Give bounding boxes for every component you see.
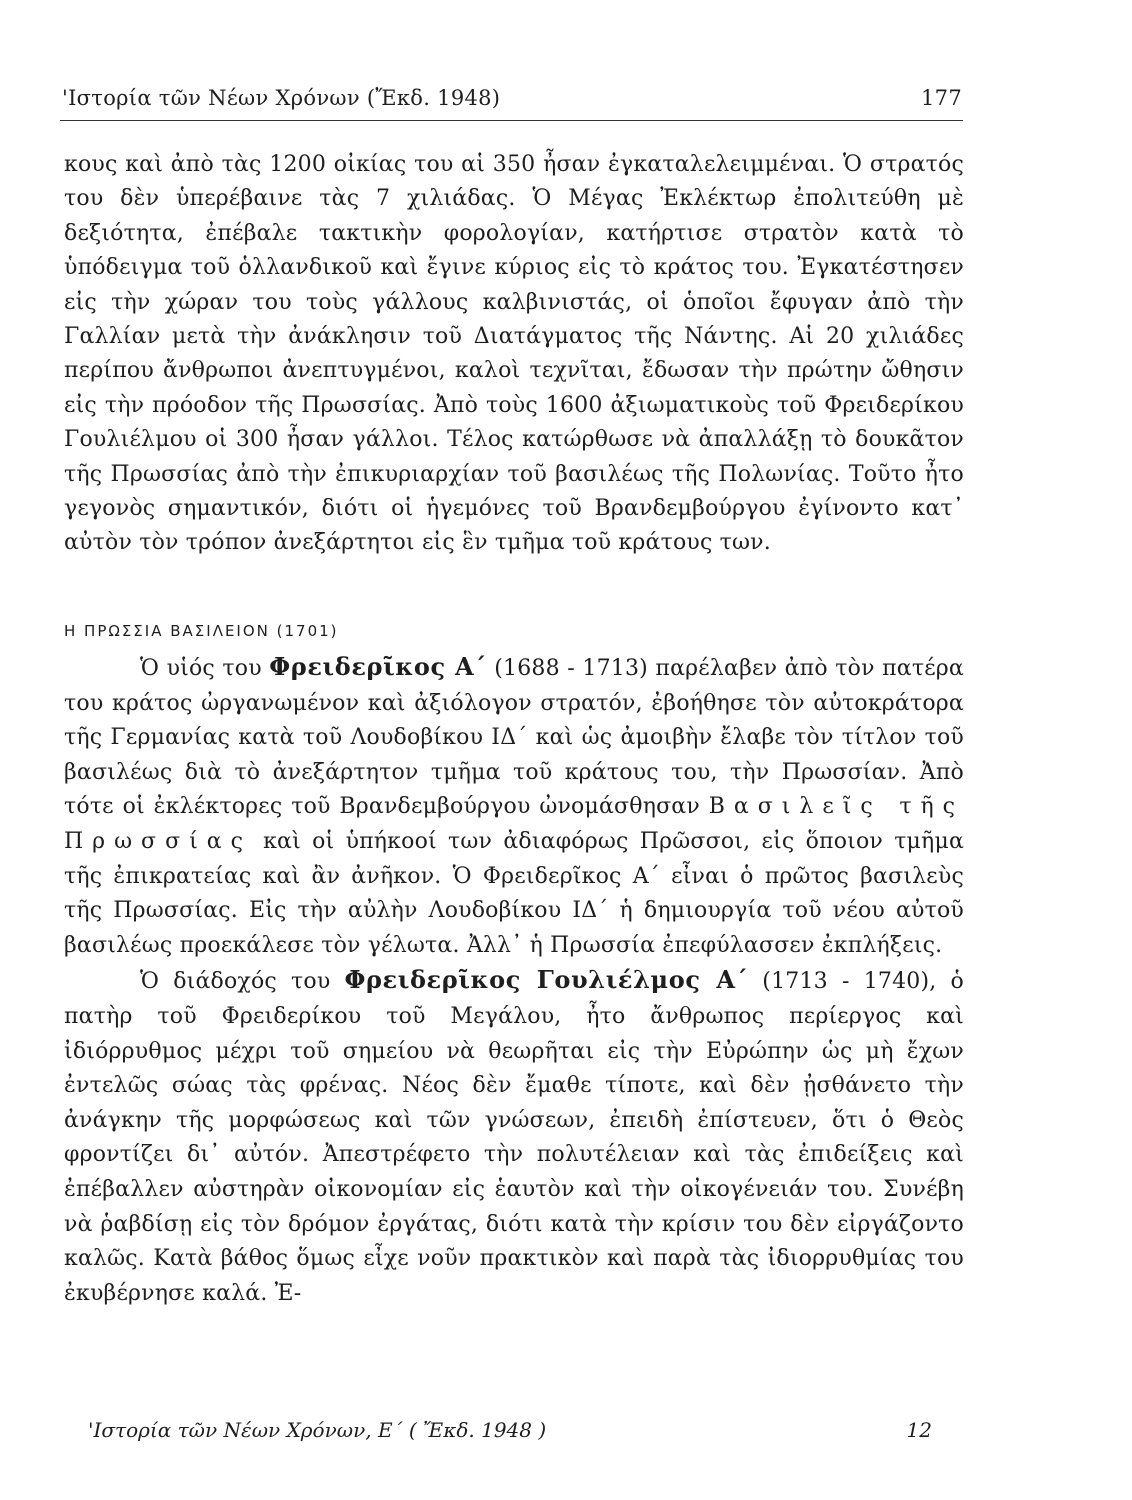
paragraph: Ὁ διάδοχός του Φρειδερῖκος Γουλιέλμος Α΄ (1713 - 1740), ὁ πατὴρ τοῦ Φρειδερίκου τοῦ Μεγάλου, ἦτο ἄνθρωπος περίεργος καὶ ἰδιόρρυθμος μέχρι τοῦ σημείου νὰ θεωρῆται εἰς τὴν Εὐρώπην ὡς μὴ ἔχων ἐντελῶς σώας τὰς φρένας. Νέος δὲν ἔμαθε τίποτε, καὶ δὲν ᾐσθάνετο τὴν ἀνάγκην τῆς μορφώσεως καὶ τῶν γνώσεων, ἐπειδὴ ἐπίστευεν, ὅτι ὁ Θεὸς φροντίζει δι᾽ αὐτόν. Ἀπεστρέφετο τὴν πολυτέλειαν καὶ τὰς ἐπιδείξεις καὶ ἐπέβαλλεν αὐστηρὰν οἰκονομίαν εἰς ἑαυτὸν καὶ τὴν οἰκογένειάν του. Συνέβη νὰ ῥαβδίσῃ εἰς τὸν δρόμον ἐργάτας, διότι κατὰ τὴν κρίσιν του δὲν εἰργάζοντο καλῶς. Κατὰ βάθος ὅμως εἶχε νοῦν πρακτικὸν καὶ παρὰ τὰς ἰδιορρυθμίας του ἐκυβέρνησε καλά. Ἐ- [64, 965, 964, 1306]
section-heading: Η ΠΡΩΣΣΙΑ ΒΑΣΙΛΕΙΟΝ (1701) [64, 622, 339, 640]
footer-signature-line [88, 1418, 932, 1442]
running-header [62, 86, 962, 110]
ruler-name: Φρειδερῖκος Γουλιέλμος Α΄ [344, 965, 749, 995]
paragraph: κους καὶ ἀπὸ τὰς 1200 οἰκίας του αἱ 350 ἦσαν ἐγκαταλελειμμέναι. Ὁ στρατός του δὲν ὑπερέβαινε τὰς 7 χιλιάδας. Ὁ Μέγας Ἐκλέκτωρ ἐπολιτεύθη μὲ δεξιότητα, ἐπέβαλε τακτικὴν φορολογίαν, κατήρτισε στρατὸν κατὰ τὸ ὑπόδειγμα τοῦ ὁλλανδικοῦ καὶ ἔγινε κύριος εἰς τὸ κράτος του. Ἐγκατέστησεν εἰς τὴν χώραν του τοὺς γάλλους καλβινιστάς, οἱ ὁποῖοι ἔφυγαν ἀπὸ τὴν Γαλλίαν μετὰ τὴν ἀνάκλησιν τοῦ Διατάγματος τῆς Νάντης. Αἱ 20 χιλιάδες περίπου ἄνθρωποι ἀνεπτυγμένοι, καλοὶ τεχνῖται, ἔδωσαν τὴν πρώτην ὤθησιν εἰς τὴν πρόοδον τῆς Πρωσσίας. Ἀπὸ τοὺς 1600 ἀξιωματικοὺς τοῦ Φρειδερίκου Γουλιέλμου οἱ 300 ἦσαν γάλλοι. Τέλος κατώρθωσε νὰ ἀπαλλάξῃ τὸ δουκᾶτον τῆς Πρωσσίας ἀπὸ τὴν ἐπικυριαρχίαν τοῦ βασιλέως τῆς Πολωνίας. Τοῦτο ἦτο γεγονὸς σημαντικόν, διότι οἱ ἡγεμόνες τοῦ Βρανδεμβούργου ἐγίνοντο κατ᾽ αὐτὸν τὸν τρόπον ἀνεξάρτητοι εἰς ἓν τμῆμα τοῦ κράτους των. [64, 152, 964, 556]
section-body [64, 650, 964, 1311]
header-rule [60, 120, 963, 121]
ruler-name: Φρειδερῖκος Α΄ [269, 652, 487, 681]
page-number: 177 [921, 86, 962, 110]
signature-number: 12 [906, 1418, 932, 1442]
header-title: 'Ιστορία τῶν Νέων Χρόνων (Ἔκδ. 1948) [62, 86, 501, 110]
footer-text: 'Ιστορία τῶν Νέων Χρόνων, Ε΄ ( Ἔκδ. 1948 ) [88, 1418, 547, 1442]
spaced-emphasis: Βασιλεῖς τῆς Πρωσσίας [64, 794, 964, 854]
paragraph: Ὁ υἱός του Φρειδερῖκος Α΄ (1688 - 1713) παρέλαβεν ἀπὸ τὸν πατέρα του κράτος ὠργανωμένον καὶ ἀξιόλογον στρατόν, ἐβοήθησε τὸν αὐτοκράτορα τῆς Γερμανίας κατὰ τοῦ Λουδοβίκου ΙΔ΄ καὶ ὡς ἀμοιβὴν ἔλαβε τὸν τίτλον τοῦ βασιλέως διὰ τὸ ἀνεξάρτητον τμῆμα τοῦ κράτους του, τὴν Πρωσσίαν. Ἀπὸ τότε οἱ ἐκλέκτορες τοῦ Βρανδεμβούργου ὠνομάσθησαν Βασιλεῖς τῆς Πρωσσίας καὶ οἱ ὑπήκοοί των ἀδιαφόρως Πρῶσσοι, εἰς ὅποιον τμῆμα τῆς ἐπικρατείας καὶ ἂν ἀνῆκον. Ὁ Φρειδερῖκος Α΄ εἶναι ὁ πρῶτος βασιλεὺς τῆς Πρωσσίας. Εἰς τὴν αὐλὴν Λουδοβίκου ΙΔ΄ ἡ δημιουργία τοῦ νέου αὐτοῦ βασιλέως προεκάλεσε τὸν γέλωτα. Ἀλλ᾽ ἡ Πρωσσία ἐπεφύλασσεν ἐκπλήξεις. [64, 652, 964, 958]
body-text [64, 148, 964, 561]
